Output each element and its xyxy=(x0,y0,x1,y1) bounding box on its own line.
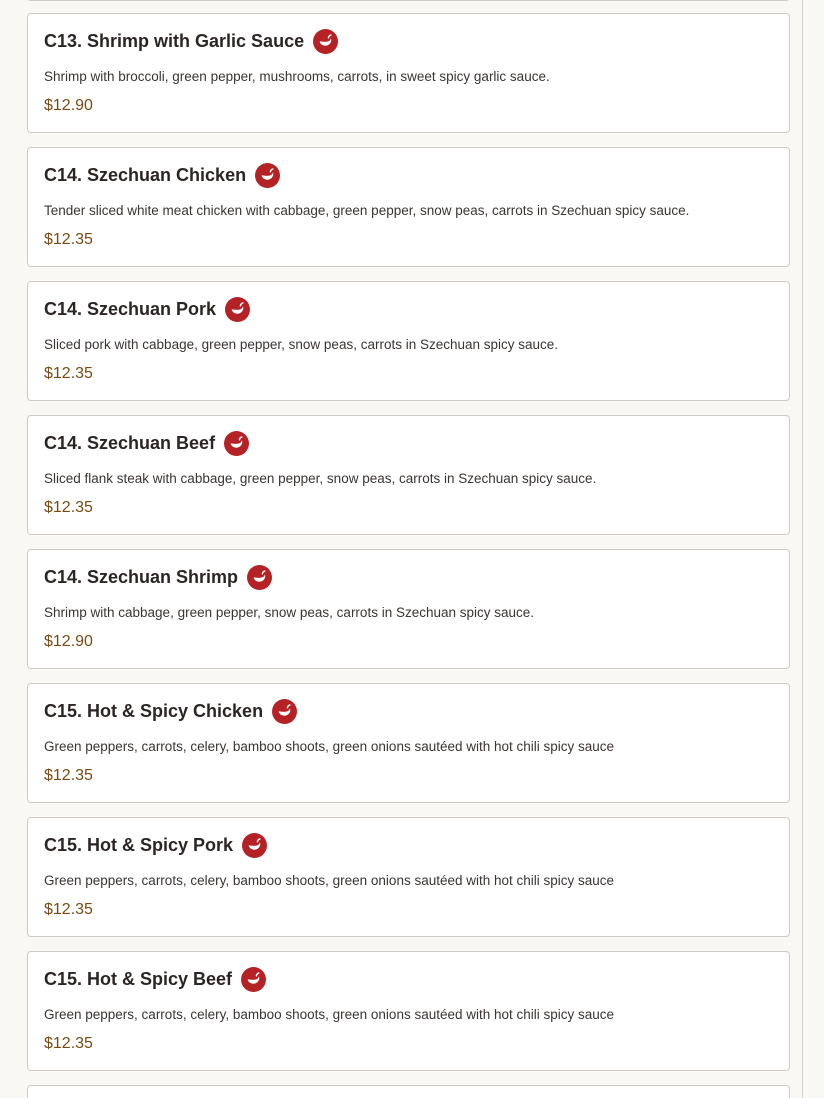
menu-item-card[interactable] xyxy=(27,817,790,937)
menu-item-price: $12.90 xyxy=(44,633,93,650)
menu-item-name: C15. Hot & Spicy Pork xyxy=(44,834,234,855)
menu-item-card[interactable] xyxy=(27,549,790,669)
menu-item-name: C15. Hot & Spicy Beef xyxy=(44,968,233,989)
menu-item-description: Shrimp with broccoli, green pepper, mushrooms, carrots, in sweet spicy garlic sauce. xyxy=(44,69,550,84)
chili-pepper-icon xyxy=(255,163,280,188)
menu-item-price: $12.35 xyxy=(44,231,93,248)
menu-item-description: Shrimp with cabbage, green pepper, snow peas, carrots in Szechuan spicy sauce. xyxy=(44,605,535,620)
menu-item-card[interactable] xyxy=(27,281,790,401)
menu-item-card[interactable] xyxy=(27,147,790,267)
menu-item-card[interactable] xyxy=(27,683,790,803)
menu-item-price: $12.35 xyxy=(44,365,93,382)
menu-item-title-row xyxy=(44,698,297,724)
menu-item-card[interactable] xyxy=(27,13,790,133)
menu-item-description: Sliced flank steak with cabbage, green pepper, snow peas, carrots in Szechuan spicy sauce. xyxy=(44,471,597,486)
menu-item-name: C13. Shrimp with Garlic Sauce xyxy=(44,30,305,51)
page-edge-divider xyxy=(802,0,803,1098)
chili-pepper-icon xyxy=(241,967,266,992)
menu-item-title-row xyxy=(44,832,267,858)
menu-item-card-partial[interactable] xyxy=(27,0,790,1)
menu-item-title-row xyxy=(44,564,272,590)
chili-pepper-icon xyxy=(313,29,338,54)
menu-item-title-row xyxy=(44,430,249,456)
menu-item-title-row xyxy=(44,966,266,992)
menu-item-description: Green peppers, carrots, celery, bamboo shoots, green onions sautéed with hot chili spicy sauce xyxy=(44,873,615,888)
menu-item-title-row xyxy=(44,296,250,322)
chili-pepper-icon xyxy=(224,431,249,456)
menu-item-name: C14. Szechuan Pork xyxy=(44,298,217,319)
menu-item-description: Green peppers, carrots, celery, bamboo shoots, green onions sautéed with hot chili spicy sauce xyxy=(44,1007,615,1022)
menu-item-price: $12.35 xyxy=(44,901,93,918)
chili-pepper-icon xyxy=(242,833,267,858)
menu-item-card[interactable] xyxy=(27,951,790,1071)
menu-item-description: Sliced pork with cabbage, green pepper, snow peas, carrots in Szechuan spicy sauce. xyxy=(44,337,559,352)
chili-pepper-icon xyxy=(272,699,297,724)
menu-item-title-row xyxy=(44,162,280,188)
menu-item-price: $12.35 xyxy=(44,1035,93,1052)
chili-pepper-icon xyxy=(247,565,272,590)
menu-item-name: C15. Hot & Spicy Chicken xyxy=(44,700,264,721)
menu-item-price: $12.35 xyxy=(44,767,93,784)
chili-pepper-icon xyxy=(225,297,250,322)
menu-item-card-partial[interactable] xyxy=(27,1085,790,1098)
menu-item-title-row xyxy=(44,28,338,54)
menu-item-name: C14. Szechuan Beef xyxy=(44,432,216,453)
menu-item-description: Tender sliced white meat chicken with cabbage, green pepper, snow peas, carrots in Szechuan spicy sauce. xyxy=(44,203,690,218)
menu-item-name: C14. Szechuan Shrimp xyxy=(44,566,239,587)
menu-item-description: Green peppers, carrots, celery, bamboo shoots, green onions sautéed with hot chili spicy sauce xyxy=(44,739,615,754)
menu-item-name: C14. Szechuan Chicken xyxy=(44,164,247,185)
menu-item-card[interactable] xyxy=(27,415,790,535)
menu-item-price: $12.90 xyxy=(44,97,93,114)
menu-item-price: $12.35 xyxy=(44,499,93,516)
